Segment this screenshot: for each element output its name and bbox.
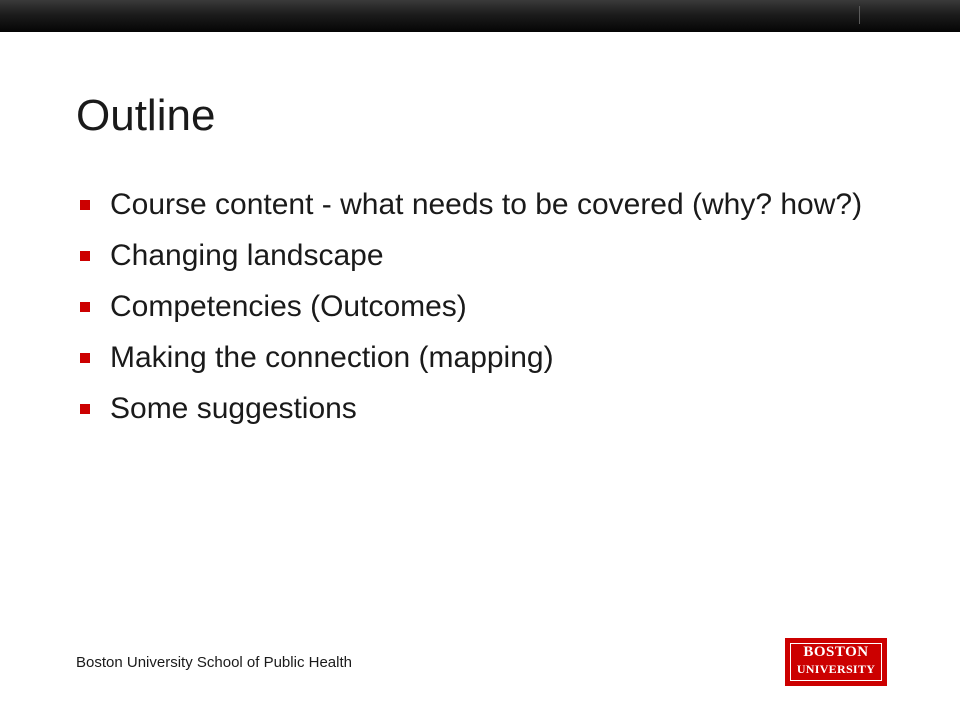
square-bullet-icon [80, 353, 90, 363]
boston-university-logo [785, 638, 887, 686]
bullet-item [76, 288, 876, 326]
bullet-text: Competencies (Outcomes) [110, 290, 467, 323]
bullet-list [76, 186, 876, 441]
slide-title: Outline [76, 91, 216, 140]
square-bullet-icon [80, 404, 90, 414]
top-bar-divider [859, 6, 860, 24]
footer-text: Boston University School of Public Health [76, 654, 352, 671]
bullet-text: Changing landscape [110, 239, 384, 272]
bullet-item [76, 390, 876, 428]
square-bullet-icon [80, 302, 90, 312]
bullet-item [76, 237, 876, 275]
bullet-text: Some suggestions [110, 392, 357, 425]
bullet-item [76, 339, 876, 377]
logo-line-boston: BOSTON [803, 644, 869, 660]
square-bullet-icon [80, 251, 90, 261]
top-bar [0, 0, 960, 32]
bullet-item [76, 186, 876, 224]
bullet-text: Making the connection (mapping) [110, 341, 554, 374]
square-bullet-icon [80, 200, 90, 210]
bullet-text: Course content - what needs to be covered (why? how?) [110, 188, 863, 221]
logo-line-university: UNIVERSITY [796, 662, 876, 676]
